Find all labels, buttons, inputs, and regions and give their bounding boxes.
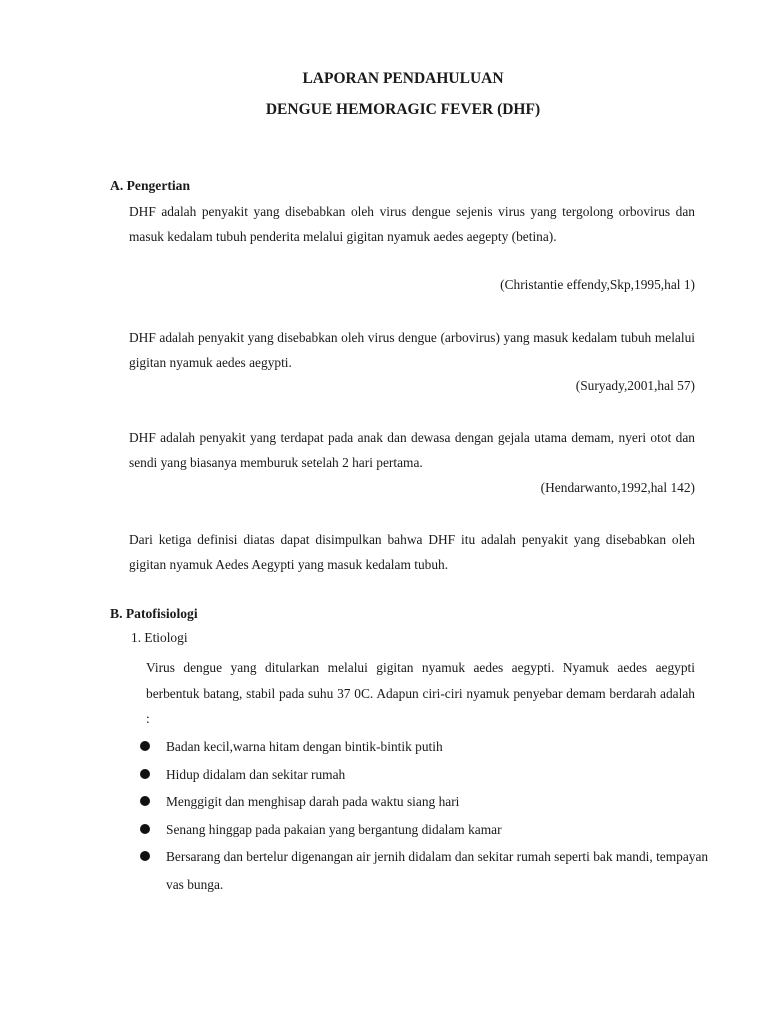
list-item <box>136 733 711 761</box>
bullet-icon <box>140 824 150 834</box>
definition-1-text: DHF adalah penyakit yang disebabkan oleh virus dengue sejenis virus yang tergolong orbovirus dan masuk kedalam tubuh penderita melalui gigitan nyamuk aedes aegepty (betina). <box>129 204 695 244</box>
mosquito-traits-list <box>136 733 711 899</box>
list-item <box>136 788 711 816</box>
bullet-icon <box>140 769 150 779</box>
list-item <box>136 816 711 844</box>
list-item-text: Senang hinggap pada pakaian yang bergantung didalam kamar <box>166 821 502 837</box>
definition-3-text: DHF adalah penyakit yang terdapat pada anak dan dewasa dengan gejala utama demam, nyeri otot dan sendi yang biasanya memburuk setelah 2 hari pertama. <box>129 430 695 470</box>
list-item-text: Bersarang dan bertelur digenangan air jernih didalam dan sekitar rumah seperti bak mandi, tempayan vas bunga. <box>166 849 709 892</box>
definition-2-text: DHF adalah penyakit yang disebabkan oleh virus dengue (arbovirus) yang masuk kedalam tubuh melalui gigitan nyamuk aedes aegypti. <box>129 330 695 370</box>
bullet-icon <box>140 741 150 751</box>
bullet-icon <box>140 851 150 861</box>
etiologi-subheading: 1. Etiologi <box>131 630 188 645</box>
definition-2-citation: (Suryady,2001,hal 57) <box>575 378 695 393</box>
definition-3-citation: (Hendarwanto,1992,hal 142) <box>540 480 695 495</box>
list-item-text: Badan kecil,warna hitam dengan bintik-bintik putih <box>166 739 443 754</box>
section-b-heading: B. Patofisiologi <box>110 606 198 621</box>
list-item <box>136 843 711 899</box>
conclusion-text: Dari ketiga definisi diatas dapat disimpulkan bahwa DHF itu adalah penyakit yang disebabkan oleh gigitan nyamuk Aedes Aegypti yang masuk kedalam tubuh. <box>129 532 695 572</box>
bullet-icon <box>140 796 150 806</box>
definition-1-citation: (Christantie effendy,Skp,1995,hal 1) <box>500 277 695 292</box>
list-item <box>136 761 711 789</box>
list-item-text: Menggigit dan menghisap darah pada waktu siang hari <box>166 794 460 809</box>
document-subtitle: DENGUE HEMORAGIC FEVER (DHF) <box>265 101 541 118</box>
document-title: LAPORAN PENDAHULUAN <box>302 70 504 87</box>
etiologi-paragraph: Virus dengue yang ditularkan melalui gigitan nyamuk aedes aegypti. Nyamuk aedes aegypti berbentuk batang, stabil pada suhu 37 0C. Adapun ciri-ciri nyamuk penyebar demam berdarah adalah : <box>146 660 695 727</box>
section-a-heading: A. Pengertian <box>110 178 191 193</box>
list-item-text: Hidup didalam dan sekitar rumah <box>166 766 346 782</box>
